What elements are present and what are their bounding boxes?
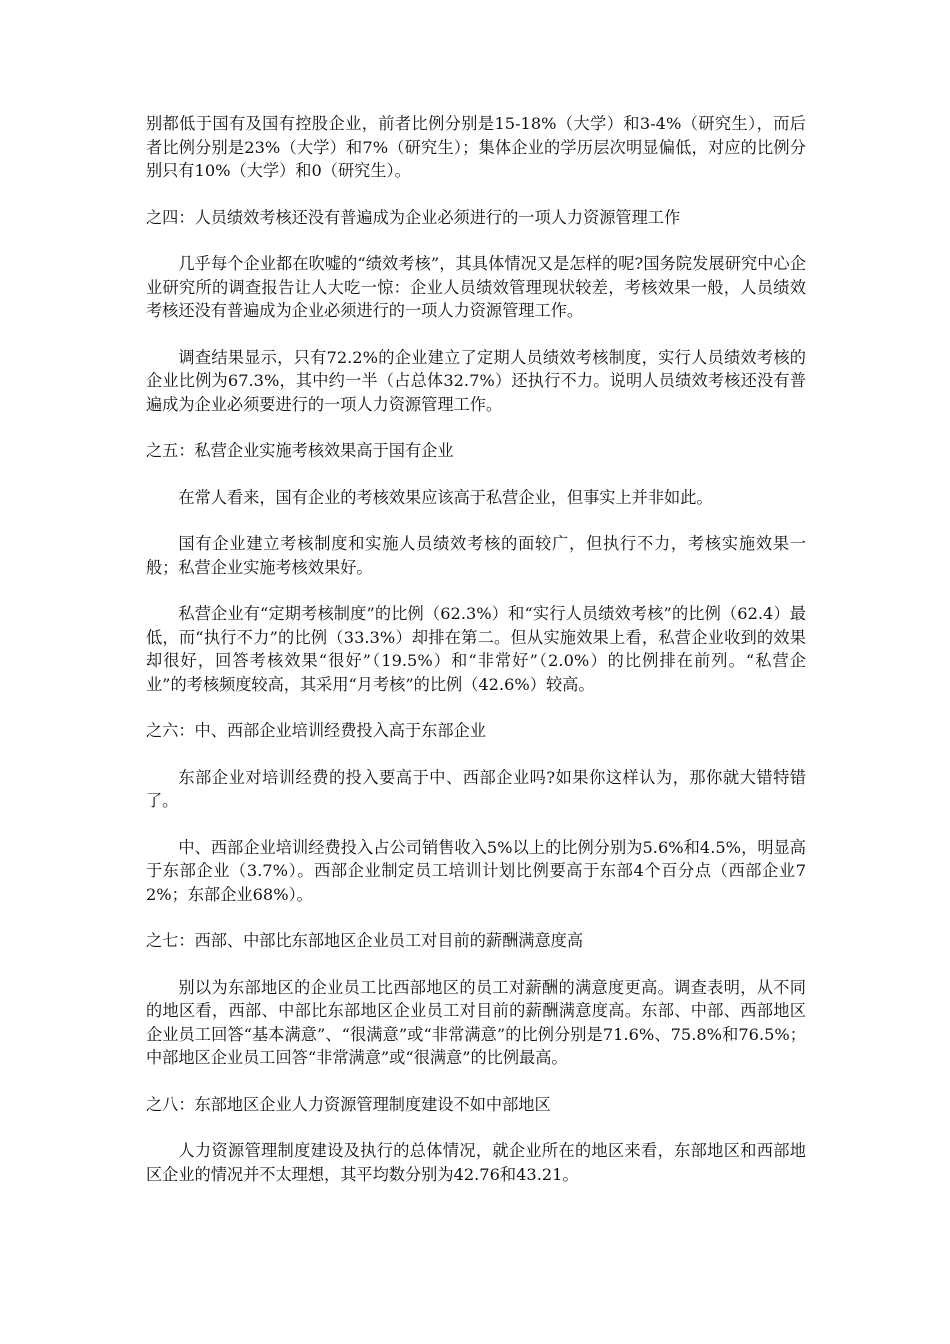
paragraph-performance-survey: 调查结果显示，只有72.2%的企业建立了定期人员绩效考核制度，实行人员绩效考核的企业比例为67.3%，其中约一半（占总体32.7%）还执行不力。说明人员绩效考核还没有普遍成为企业必须要进行的一项人力资源管理工作。	[146, 347, 806, 414]
paragraph-training-data: 中、西部企业培训经费投入占公司销售收入5%以上的比例分别为5.6%和4.5%，明显高于东部企业（3.7%）。西部企业制定员工培训计划比例要高于东部4个百分点（西部企业72%；东部企业68%）。	[146, 837, 806, 904]
paragraph-private-enterprise: 私营企业有“定期考核制度”的比例（62.3%）和“实行人员绩效考核”的比例（62.4）最低，而“执行不力”的比例（33.3%）却排在第二。但从实施效果上看，私营企业收到的效果却很好，回答考核效果“很好”（19.5%）和“非常好”（2.0%）的比例排在前列。“私营企业”的考核频度较高，其采用“月考核”的比例（42.6%）较高。	[146, 604, 806, 694]
heading-section-4: 之四：人员绩效考核还没有普遍成为企业必须进行的一项人力资源管理工作	[146, 207, 681, 227]
paragraph-performance-intro: 几乎每个企业都在吹嘘的“绩效考核”，其具体情况又是怎样的呢?国务院发展研究中心企业研究所的调查报告让人大吃一惊：企业人员绩效管理现状较差，考核效果一般，人员绩效考核还没有普遍成为企业必须进行的一项人力资源管理工作。	[146, 254, 806, 320]
paragraph-education-levels: 别都低于国有及国有控股企业，前者比例分别是15-18%（大学）和3-4%（研究生），而后者比例分别是23%（大学）和7%（研究生）；集体企业的学历层次明显偏低，对应的比例分别只有10%（大学）和0（研究生）。	[146, 114, 806, 180]
heading-section-6: 之六：中、西部企业培训经费投入高于东部企业	[146, 721, 486, 740]
paragraph-hr-system: 人力资源管理制度建设及执行的总体情况，就企业所在的地区来看，东部地区和西部地区企业的情况并不太理想，其平均数分别为42.76和43.21。	[146, 1141, 806, 1184]
heading-section-5: 之五：私营企业实施考核效果高于国有企业	[146, 441, 454, 460]
paragraph-training-question: 东部企业对培训经费的投入要高于中、西部企业吗?如果你这样认为，那你就大错特错了。	[146, 767, 806, 810]
heading-section-7: 之七：西部、中部比东部地区企业员工对目前的薪酬满意度高	[146, 931, 584, 950]
paragraph-state-enterprise: 国有企业建立考核制度和实施人员绩效考核的面较广，但执行不力，考核实施效果一般；私营企业实施考核效果好。	[146, 534, 806, 577]
paragraph-private-vs-state: 在常人看来，国有企业的考核效果应该高于私营企业，但事实上并非如此。	[178, 487, 713, 507]
paragraph-salary-satisfaction: 别以为东部地区的企业员工比西部地区的员工对薪酬的满意度更高。调查表明，从不同的地区看，西部、中部比东部地区企业员工对目前的薪酬满意度高。东部、中部、西部地区企业员工回答“基本满意”、“很满意”或“非常满意”的比例分别是71.6%、75.8%和76.5%；中部地区企业员工回答“非常满意”或“很满意”的比例最高。	[146, 977, 806, 1067]
heading-section-8: 之八：东部地区企业人力资源管理制度建设不如中部地区	[146, 1094, 551, 1114]
document-page	[146, 112, 806, 1209]
